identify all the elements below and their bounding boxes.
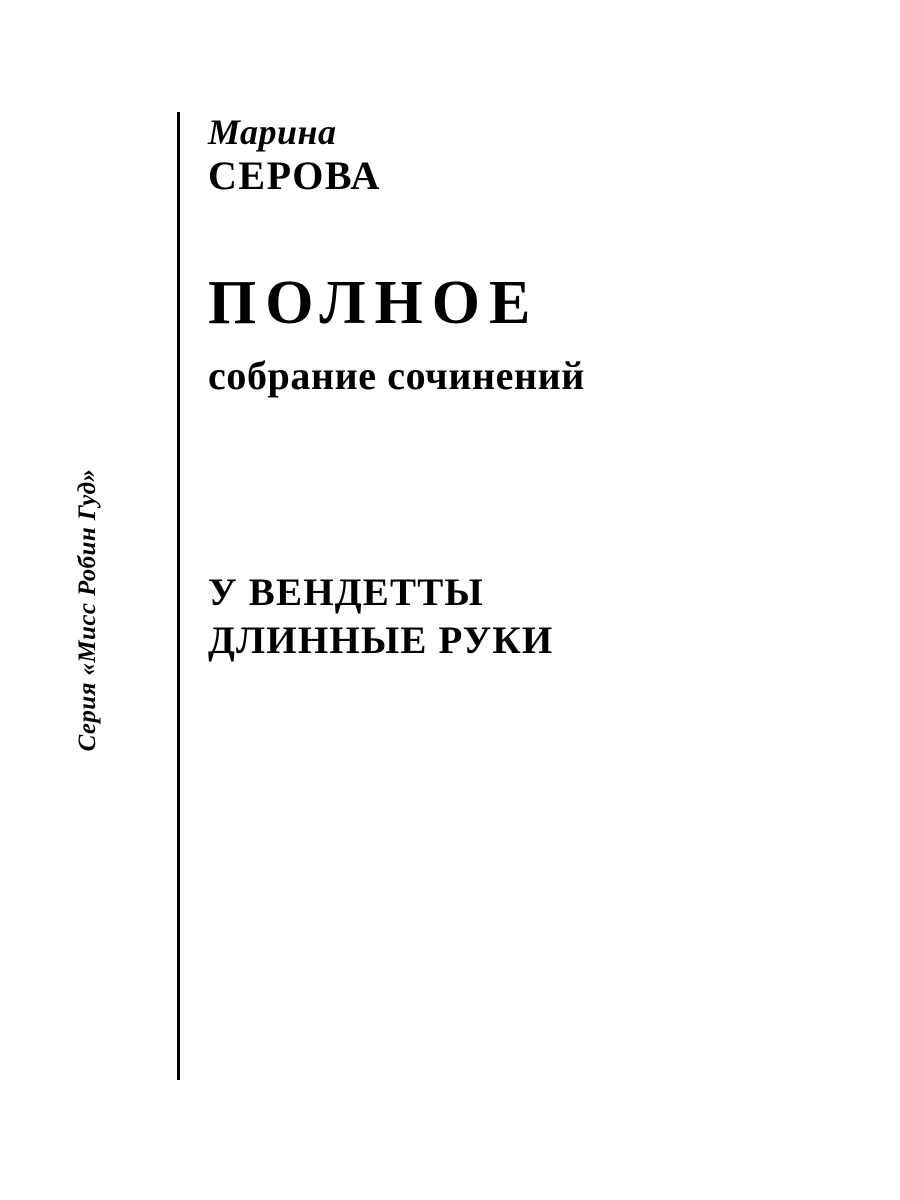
book-title-line1: У ВЕНДЕТТЫ [208, 571, 484, 615]
author-first-name: Марина [208, 112, 337, 152]
author-name [208, 112, 808, 199]
series-label: Серия «Мисс Робин Гуд» [73, 468, 101, 752]
series-label-container [0, 400, 175, 820]
author-last-name: СЕРОВА [208, 153, 381, 199]
collection-heading [208, 271, 808, 399]
book-title [208, 569, 808, 664]
collection-heading-line2: собрание сочинений [208, 353, 585, 399]
title-content [208, 112, 808, 664]
collection-heading-line1: ПОЛНОЕ [208, 269, 540, 338]
vertical-divider [177, 112, 180, 1080]
book-title-line2: ДЛИННЫЕ РУКИ [208, 618, 554, 662]
